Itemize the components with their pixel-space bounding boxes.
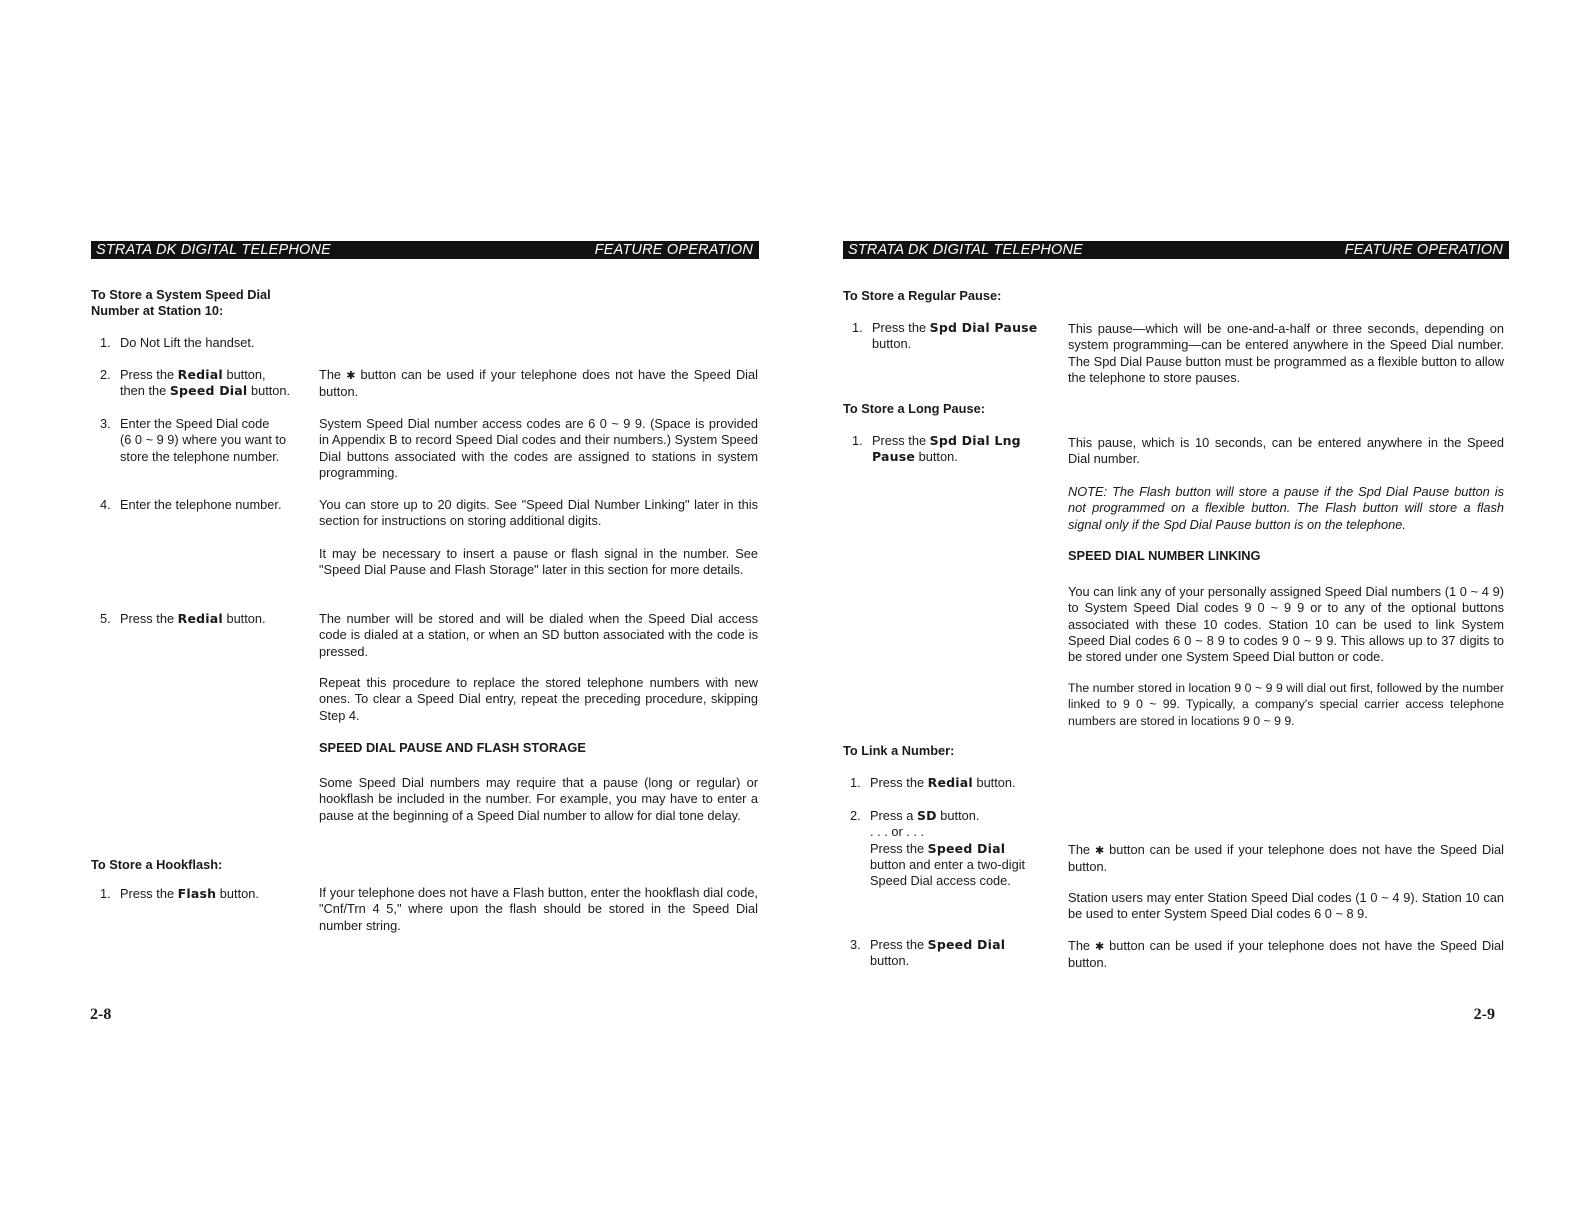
step-number: 1.: [852, 320, 863, 335]
star-icon: ✱: [346, 370, 356, 382]
redial-button-label: Redial: [927, 775, 973, 790]
sd-button-label: SD: [916, 808, 937, 823]
page-header: [843, 241, 1509, 259]
star-icon: ✱: [1094, 845, 1105, 857]
redial-button-label: Redial: [177, 611, 223, 626]
step-number: 1.: [100, 886, 111, 901]
spd-dial-lng-button-label: Spd Dial Lng: [929, 433, 1021, 448]
redial-button-label: Redial: [177, 367, 223, 382]
speed-dial-button-label: Speed Dial: [927, 840, 1006, 856]
linking-paragraph-2: The number stored in location 9 0 ~ 9 9 will dial out first, followed by the number linked to 9 0 ~ 99. Typically, a company's special carrier access telephone numbers are stored in locations 9 0 ~ 9 9.: [1068, 681, 1504, 728]
step-number: 1.: [850, 775, 861, 790]
step-number: 3.: [850, 937, 861, 952]
heading-store-long-pause: To Store a Long Pause:: [843, 401, 985, 416]
desc-step-4a: You can store up to 20 digits. See "Speed Dial Number Linking" later in this section for instructions on storing additional digits.: [319, 497, 758, 529]
header-title: STRATA DK DIGITAL TELEPHONE: [848, 242, 1084, 258]
spd-dial-pause-button-label: Spd Dial Pause: [929, 320, 1038, 335]
linking-paragraph-1: You can link any of your personally assigned Speed Dial numbers (1 0 ~ 4 9) to System Speed Dial codes 9 0 ~ 9 9 or to any of the optional buttons associated with these 10 codes. Station 10 can be used to link System Speed Dial codes 6 0 ~ 8 9 to codes 9 0 ~ 9 9. This allows up to 37 digits to be stored under one System Speed Dial button or code.: [1068, 584, 1504, 665]
step-number: 3.: [100, 416, 111, 431]
regular-pause-desc: This pause—which will be one-and-a-half or three seconds, depending on system programming—can be entered anywhere in the Speed Dial number. The Spd Dial Pause button must be programmed as a flexible button to allow the telephone to store pauses.: [1068, 321, 1504, 385]
desc-step-3: System Speed Dial number access codes are 6 0 ~ 9 9. (Space is provided in Appendix B to record Speed Dial codes and their numbers.) System Speed Dial buttons associated with the codes are assigned to stations in system programming.: [319, 416, 758, 480]
link-desc-3: The ✱ button can be used if your telephone does not have the Speed Dial button.: [1068, 938, 1504, 971]
section-heading-linking: SPEED DIAL NUMBER LINKING: [1068, 548, 1261, 563]
step-number: 2.: [100, 367, 111, 382]
step-number: 4.: [100, 497, 111, 512]
desc-step-4b: It may be necessary to insert a pause or flash signal in the number. See "Speed Dial Pause and Flash Storage" later in this section for more details.: [319, 546, 758, 578]
step-text: Enter the telephone number.: [120, 497, 282, 512]
step-text: Press the Spd Dial Pause button.: [872, 320, 1038, 352]
step-text: Enter the Speed Dial code (6 0 ~ 9 9) where you want to store the telephone number.: [120, 416, 287, 464]
header-section: FEATURE OPERATION: [1344, 242, 1503, 258]
header-title: STRATA DK DIGITAL TELEPHONE: [96, 242, 332, 258]
page-header: [91, 241, 759, 259]
step-number: 5.: [100, 611, 111, 626]
or-separator: . . . or . . .: [870, 824, 925, 840]
page-number: 2-8: [90, 1006, 112, 1023]
speed-dial-button-label: Speed Dial: [169, 383, 248, 399]
step-text: Press a SD button. . . . or . . . Press the Speed Dial button and enter a two-digit Speed Dial access code.: [870, 808, 1026, 889]
step-text: Press the Redial button, then the Speed Dial button.: [120, 367, 291, 399]
heading-line-1: To Store a System Speed Dial: [91, 287, 271, 302]
flash-button-label: Flash: [177, 886, 217, 901]
header-section: FEATURE OPERATION: [594, 242, 753, 258]
step-text: Press the Speed Dial button.: [870, 937, 1006, 969]
hookflash-desc: If your telephone does not have a Flash button, enter the hookflash dial code, "Cnf/Trn 4 5," where upon the flash should be stored in the Speed Dial number string.: [319, 885, 758, 933]
link-desc-2a: The ✱ button can be used if your telephone does not have the Speed Dial button.: [1068, 842, 1504, 875]
section-heading-pause-flash: SPEED DIAL PAUSE AND FLASH STORAGE: [319, 740, 586, 755]
step-number: 2.: [850, 808, 861, 823]
heading-store-system-speed-dial: [91, 287, 271, 320]
desc-step-5a: The number will be stored and will be dialed when the Speed Dial access code is dialed at a station, or when an SD button associated with the code is pressed.: [319, 611, 758, 659]
heading-line-2: Number at Station 10:: [91, 303, 224, 319]
pause-flash-text: Some Speed Dial numbers may require that a pause (long or regular) or hookflash be included in the number. For example, you may have to enter a pause at the beginning of a Speed Dial number to allow for dial tone delay.: [319, 775, 758, 823]
step-number: 1.: [852, 433, 863, 448]
heading-store-hookflash: To Store a Hookflash:: [91, 857, 223, 872]
heading-link-number: To Link a Number:: [843, 743, 955, 758]
step-text: Do Not Lift the handset.: [120, 335, 255, 350]
desc-step-5b: Repeat this procedure to replace the stored telephone numbers with new ones. To clear a Speed Dial entry, repeat the preceding procedure, skipping Step 4.: [319, 675, 758, 723]
star-icon: ✱: [1094, 941, 1105, 953]
speed-dial-button-label: Speed Dial: [927, 937, 1006, 952]
step-text: Press the Spd Dial Lng Pause button.: [872, 433, 1021, 465]
heading-store-regular-pause: To Store a Regular Pause:: [843, 288, 1002, 303]
step-text: Press the Flash button.: [120, 886, 259, 901]
step-number: 1.: [100, 335, 111, 350]
note-text: NOTE: The Flash button will store a pause if the Spd Dial Pause button is not programmed on a flexible button. The Flash button will store a flash signal only if the Spd Dial Pause button is on the telephone.: [1068, 484, 1504, 532]
long-pause-desc: This pause, which is 10 seconds, can be entered anywhere in the Speed Dial number.: [1068, 435, 1504, 467]
page-number: 2-9: [1473, 1006, 1495, 1023]
right-page: [792, 0, 1584, 1221]
step-text: Press the Redial button.: [870, 775, 1016, 790]
step-text: Press the Redial button.: [120, 611, 266, 626]
desc-step-2: The ✱ button can be used if your telephone does not have the Speed Dial button.: [319, 367, 758, 400]
pause-button-label: Pause: [872, 449, 916, 465]
link-desc-2b: Station users may enter Station Speed Dial codes (1 0 ~ 4 9). Station 10 can be used to enter System Speed Dial codes 6 0 ~ 8 9.: [1068, 890, 1504, 922]
